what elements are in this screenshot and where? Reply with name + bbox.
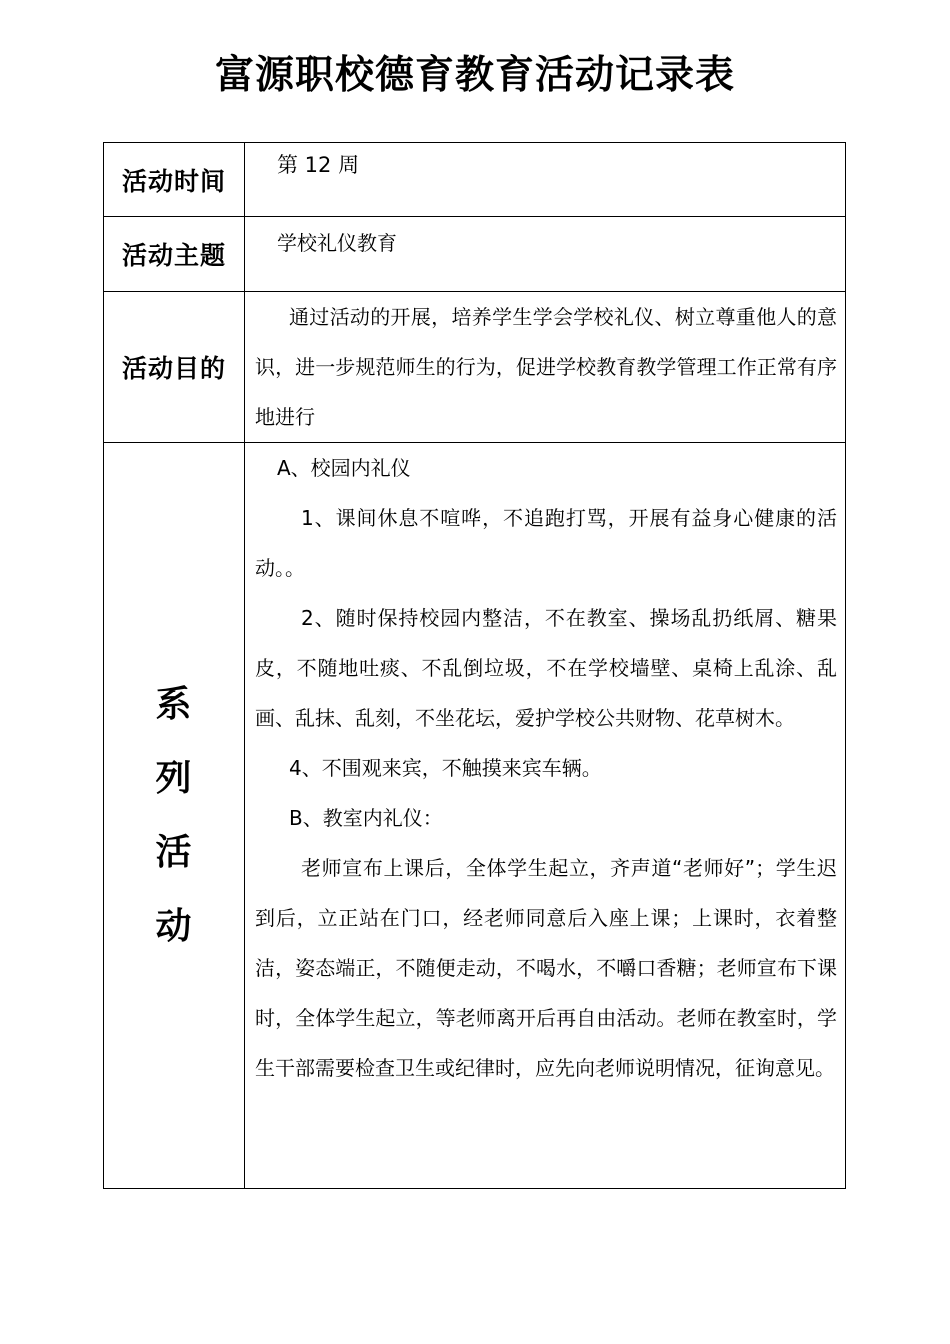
section-heading-campus: A、校园内礼仪 — [277, 456, 411, 480]
activity-theme-value: 学校礼仪教育 — [277, 231, 397, 255]
series-label-char: 活 — [155, 831, 193, 873]
series-activity-label — [104, 443, 245, 1189]
rule-paragraph: 2、随时保持校园内整洁，不在教室、操场乱扔纸屑、糖果皮，不随地吐痰、不乱倒垃圾，不在学校墙壁、桌椅上乱涂、乱画、乱抹、乱刻，不坐花坛，爱护学校公共财物、花草树木。 — [255, 606, 837, 730]
section-heading-classroom: B、教室内礼仪： — [289, 806, 443, 830]
activity-theme-cell — [245, 217, 846, 292]
series-label-char: 系 — [155, 683, 193, 725]
series-activity-content — [245, 443, 846, 1189]
activity-time-cell — [245, 143, 846, 217]
table-row-goal — [104, 292, 846, 443]
series-label-char: 列 — [155, 757, 193, 799]
activity-time-value: 第 12 周 — [277, 153, 360, 177]
table-row-time — [104, 143, 846, 217]
rule-paragraph: 老师宣布上课后，全体学生起立，齐声道“老师好”；学生迟到后，立正站在门口，经老师同意后入座上课；上课时，衣着整洁，姿态端正，不随便走动，不喝水，不嚼口香糖；老师宣布下课时，全体学生起立，等老师离开后再自由活动。老师在教室时，学生干部需要检查卫生或纪律时，应先向老师说明情况，征询意见。 — [255, 856, 837, 1080]
activity-theme-label: 活动主题 — [104, 217, 245, 292]
rule-paragraph: 1、课间休息不喧哗，不追跑打骂，开展有益身心健康的活动。。 — [255, 506, 837, 580]
page-title: 富源职校德育教育活动记录表 — [214, 53, 735, 98]
table-row-series — [104, 443, 846, 1189]
table-row-theme — [104, 217, 846, 292]
rule-paragraph: 4、不围观来宾，不触摸来宾车辆。 — [289, 756, 602, 780]
series-label-char: 动 — [155, 905, 193, 947]
activity-goal-cell — [245, 292, 846, 443]
activity-goal-label: 活动目的 — [104, 292, 245, 443]
activity-goal-value: 通过活动的开展，培养学生学会学校礼仪、树立尊重他人的意识，进一步规范师生的行为，促进学校教育教学管理工作正常有序地进行 — [255, 305, 837, 429]
activity-record-table — [103, 142, 846, 1189]
activity-time-label: 活动时间 — [104, 143, 245, 217]
